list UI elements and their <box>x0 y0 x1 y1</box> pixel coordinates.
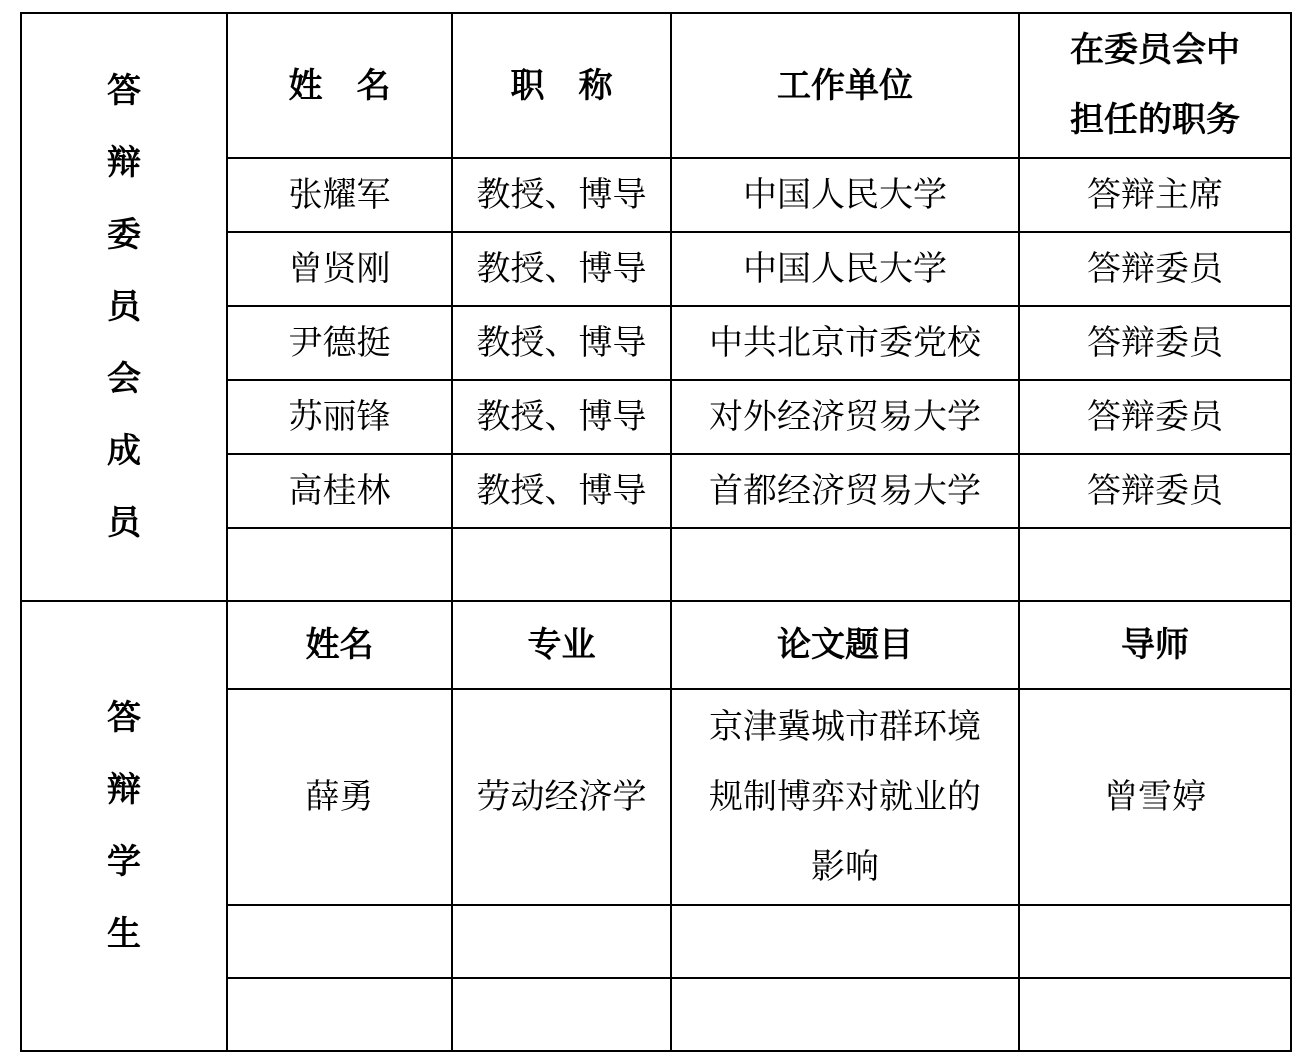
member-unit: 中国人民大学 <box>671 158 1019 232</box>
member-role: 答辩委员 <box>1019 454 1291 528</box>
empty-cell <box>671 528 1019 601</box>
member-title: 教授、博导 <box>452 232 671 306</box>
empty-cell <box>227 978 452 1051</box>
empty-cell <box>227 905 452 978</box>
member-name: 张耀军 <box>227 158 452 232</box>
header-student-name: 姓名 <box>227 601 452 689</box>
empty-cell <box>1019 905 1291 978</box>
student-label-text: 答辩学生 <box>107 698 141 954</box>
member-unit: 首都经济贸易大学 <box>671 454 1019 528</box>
student-header-row <box>21 601 1291 689</box>
committee-label-text: 答辩委员会成员 <box>107 71 141 543</box>
empty-cell <box>1019 978 1291 1051</box>
member-role: 答辩委员 <box>1019 380 1291 454</box>
member-unit: 中共北京市委党校 <box>671 306 1019 380</box>
member-unit: 中国人民大学 <box>671 232 1019 306</box>
empty-cell <box>1019 528 1291 601</box>
student-section-label <box>21 601 227 1051</box>
committee-header-row <box>21 13 1291 158</box>
member-title: 教授、博导 <box>452 454 671 528</box>
member-unit: 对外经济贸易大学 <box>671 380 1019 454</box>
member-role: 答辩委员 <box>1019 232 1291 306</box>
member-title: 教授、博导 <box>452 380 671 454</box>
member-role: 答辩委员 <box>1019 306 1291 380</box>
header-work-unit: 工作单位 <box>671 13 1019 158</box>
student-name: 薛勇 <box>227 689 452 905</box>
header-committee-role: 在委员会中担任的职务 <box>1019 13 1291 158</box>
header-member-name: 姓 名 <box>227 13 452 158</box>
header-member-title: 职 称 <box>452 13 671 158</box>
header-advisor: 导师 <box>1019 601 1291 689</box>
empty-cell <box>452 905 671 978</box>
student-advisor: 曾雪婷 <box>1019 689 1291 905</box>
header-thesis-topic: 论文题目 <box>671 601 1019 689</box>
member-title: 教授、博导 <box>452 158 671 232</box>
empty-cell <box>671 978 1019 1051</box>
header-major: 专业 <box>452 601 671 689</box>
member-name: 尹德挺 <box>227 306 452 380</box>
defense-committee-form <box>20 12 1292 1052</box>
empty-cell <box>452 978 671 1051</box>
member-name: 曾贤刚 <box>227 232 452 306</box>
student-major: 劳动经济学 <box>452 689 671 905</box>
thesis-topic: 京津冀城市群环境规制博弈对就业的影响 <box>709 706 981 887</box>
empty-cell <box>452 528 671 601</box>
member-title: 教授、博导 <box>452 306 671 380</box>
member-name: 高桂林 <box>227 454 452 528</box>
thesis-topic-cell <box>671 689 1019 905</box>
empty-cell <box>227 528 452 601</box>
member-role: 答辩主席 <box>1019 158 1291 232</box>
member-name: 苏丽锋 <box>227 380 452 454</box>
committee-section-label <box>21 13 227 601</box>
empty-cell <box>671 905 1019 978</box>
